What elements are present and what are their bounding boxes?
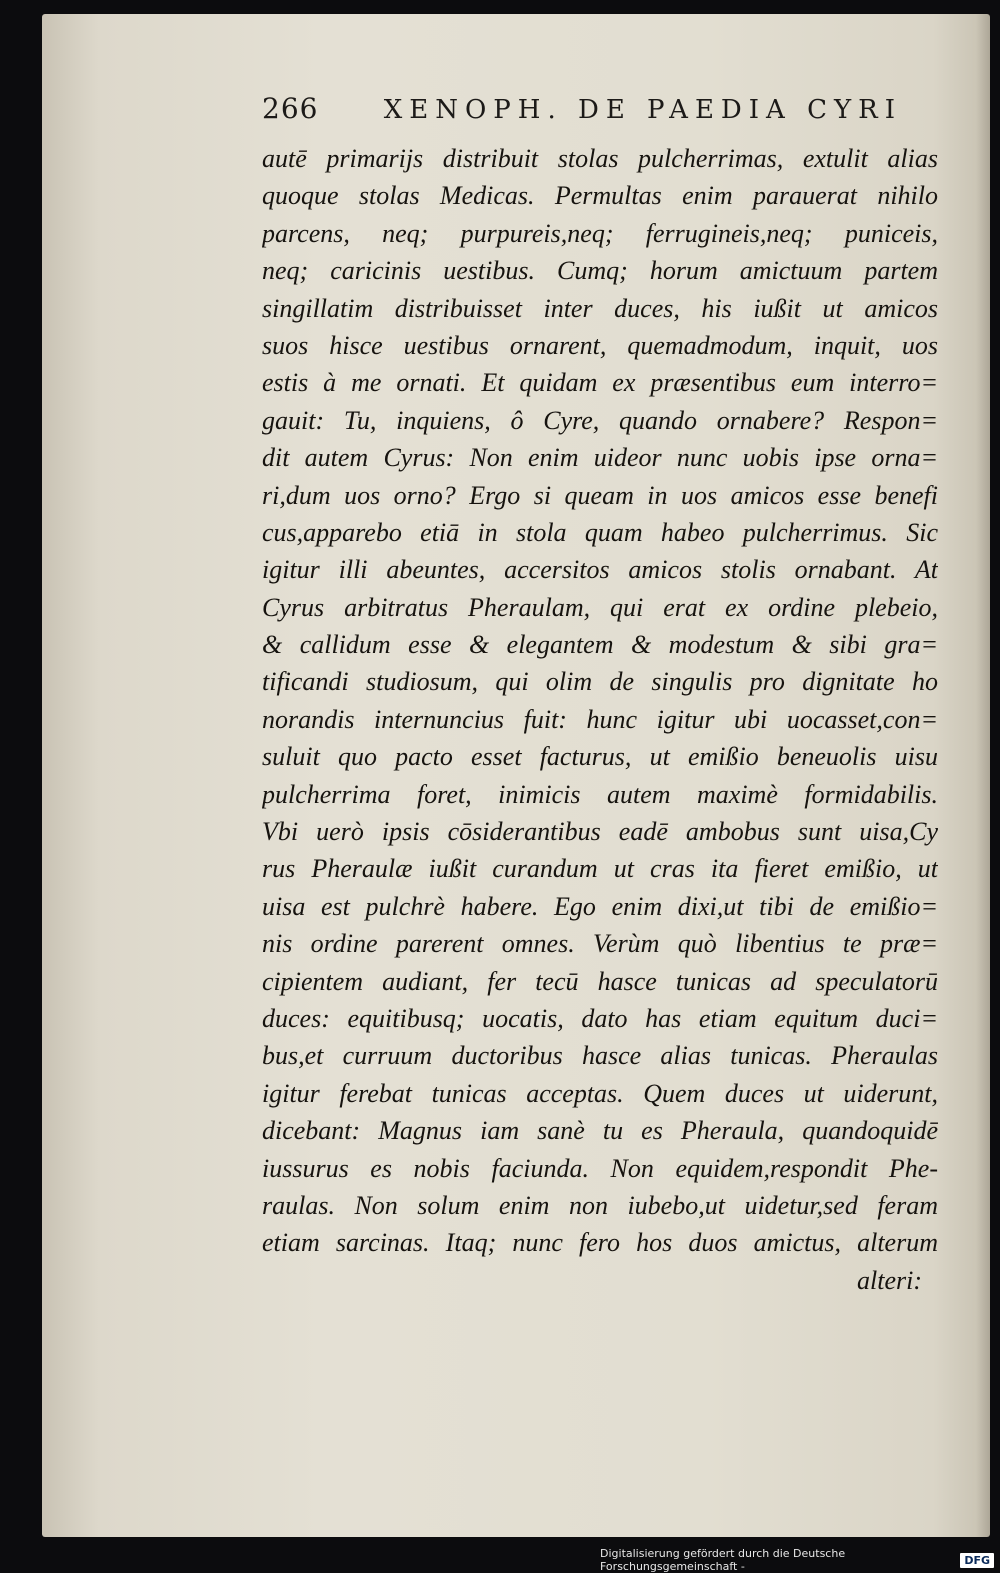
digitization-credit-bar xyxy=(600,1547,1000,1573)
text-line: Cyrus arbitratus Pheraulam, qui erat ex ordine plebeio, xyxy=(262,592,938,622)
text-line: neq; caricinis uestibus. Cumq; horum amictuum partem xyxy=(262,256,938,286)
text-line: suos hisce uestibus ornarent, quemadmodum, inquit, uos xyxy=(262,330,938,360)
text-line: nis ordine parerent omnes. Verùm quò libentius te præ= xyxy=(262,929,938,959)
text-line: bus,et curruum ductoribus hasce alias tunicas. Pheraulas xyxy=(262,1041,938,1071)
page-number: 266 xyxy=(262,92,319,125)
text-line: pulcherrima foret, inimicis autem maximè formidabilis. xyxy=(262,779,938,809)
text-line: gauit: Tu, inquiens, ô Cyre, quando ornabere? Respon= xyxy=(262,405,938,435)
text-line: & callidum esse & elegantem & modestum & sibi gra= xyxy=(262,630,938,660)
text-line: dicebant: Magnus iam sanè tu es Pheraula, quandoquidē xyxy=(262,1116,938,1146)
text-line: estis à me ornati. Et quidam ex præsentibus eum interro= xyxy=(262,368,938,398)
running-title: XENOPH. DE PAEDIA CYRI xyxy=(383,95,902,125)
body-text xyxy=(262,140,938,1299)
text-line: igitur illi abeuntes, accersitos amicos stolis ornabant. At xyxy=(262,555,938,585)
text-line: duces: equitibusq; uocatis, dato has etiam equitum duci= xyxy=(262,1003,938,1033)
text-line: cus,apparebo etiā in stola quam habeo pulcherrimus. Sic xyxy=(262,517,938,547)
text-line: Vbi uerò ipsis cōsiderantibus eadē ambobus sunt uisa,Cy xyxy=(262,817,938,847)
text-line: suluit quo pacto esset facturus, ut emißio beneuolis uisu xyxy=(262,742,938,772)
text-line: parcens, neq; purpureis,neq; ferrugineis,neq; puniceis, xyxy=(262,218,938,248)
text-line: autē primarijs distribuit stolas pulcherrimas, extulit alias xyxy=(262,144,938,173)
catchword: alteri: xyxy=(857,1265,922,1295)
text-line: etiam sarcinas. Itaq; nunc fero hos duos amictus, alterum xyxy=(262,1228,938,1258)
text-line: uisa est pulchrè habere. Ego enim dixi,ut tibi de emißio= xyxy=(262,891,938,921)
page-edge-shadow xyxy=(976,14,990,1537)
text-line: dit autem Cyrus: Non enim uideor nunc uobis ipse orna= xyxy=(262,443,938,473)
dfg-logo: DFG xyxy=(960,1553,994,1568)
text-line: cipientem audiant, fer tecū hasce tunicas ad speculatorū xyxy=(262,966,938,996)
text-line: ri,dum uos orno? Ergo si queam in uos amicos esse benefi xyxy=(262,480,938,510)
text-line: norandis internuncius fuit: hunc igitur ubi uocasset,con= xyxy=(262,704,938,734)
text-line: quoque stolas Medicas. Permultas enim parauerat nihilo xyxy=(262,181,938,211)
page-header xyxy=(262,92,902,138)
text-line: singillatim distribuisset inter duces, his iußit ut amicos xyxy=(262,293,938,323)
text-line: iussurus es nobis faciunda. Non equidem,respondit Phe- xyxy=(262,1153,938,1183)
text-line: tificandi studiosum, qui olim de singulis pro dignitate ho xyxy=(262,667,938,697)
text-line: igitur ferebat tunicas acceptas. Quem duces ut uiderunt, xyxy=(262,1078,938,1108)
text-line: raulas. Non solum enim non iubebo,ut uidetur,sed feram xyxy=(262,1190,938,1220)
text-line: rus Pheraulæ iußit curandum ut cras ita fieret emißio, ut xyxy=(262,854,938,884)
credit-text: Digitalisierung gefördert durch die Deutsche Forschungsgemeinschaft - xyxy=(600,1547,846,1573)
